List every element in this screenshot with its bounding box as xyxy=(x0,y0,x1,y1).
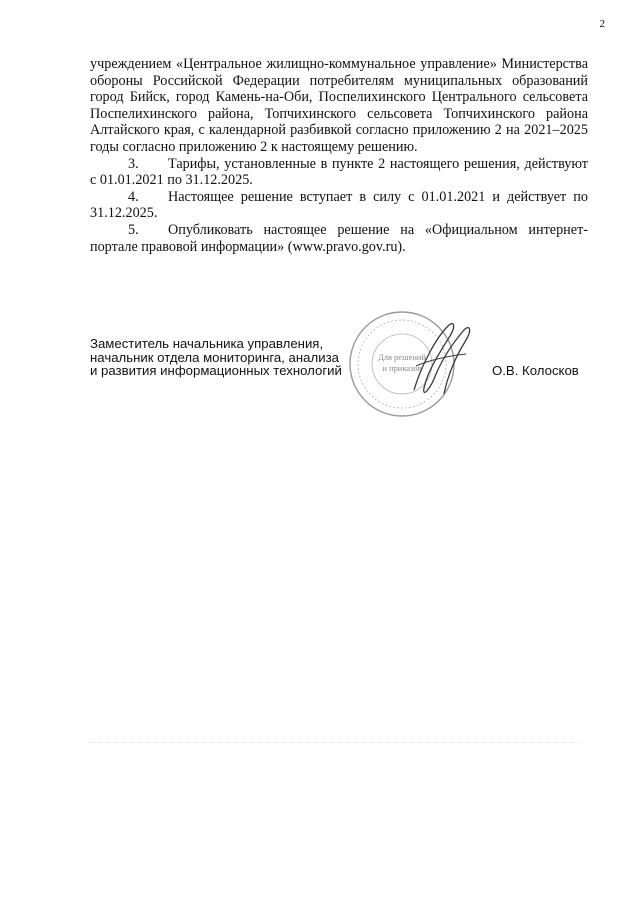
signer-title-line: и развития информационных технологий xyxy=(90,363,342,379)
signer-title-line: начальник отдела мониторинга, анализа xyxy=(90,349,339,365)
scan-artifact-line xyxy=(90,742,580,743)
continued-paragraph: учреждением «Центральное жилищно-коммунальное управление» Министерства обороны Российской Федерации потребителям муниципальных образований город Бийск, город Камень-на-Оби, Поспелихинского Центрального сельсовета Поспелихинского района, Топчихинского сельсовета Топчихинского района Алтайского края, с календарной разбивкой согласно приложению 2 на 2021–2025 годы согласно приложению 2 к настоящему решению. xyxy=(90,56,588,155)
stamp-text-line2: и приказов xyxy=(382,363,422,373)
item-number: 4. xyxy=(128,188,139,205)
item-text: Тарифы, установленные в пункте 2 настоящего решения, действуют с 01.01.2021 по 31.12.2025. xyxy=(90,155,588,189)
item-text: Опубликовать настоящее решение на «Официальном интернет-портале правовой информации» (www.pravo.gov.ru). xyxy=(90,221,588,255)
stamp-text-line1: Для решений xyxy=(377,352,427,362)
signer-name: О.В. Колосков xyxy=(492,363,579,378)
item-number: 5. xyxy=(128,221,139,238)
item-number: 3. xyxy=(128,155,139,172)
list-item xyxy=(90,189,588,222)
signer-title-line: Заместитель начальника управления, xyxy=(90,336,324,351)
page-number: 2 xyxy=(599,18,605,30)
signature-block xyxy=(90,337,590,378)
list-item xyxy=(90,222,588,255)
item-text: Настоящее решение вступает в силу с 01.01.2021 и действует по 31.12.2025. xyxy=(90,188,588,222)
list-item xyxy=(90,156,588,189)
document-body xyxy=(90,56,588,255)
